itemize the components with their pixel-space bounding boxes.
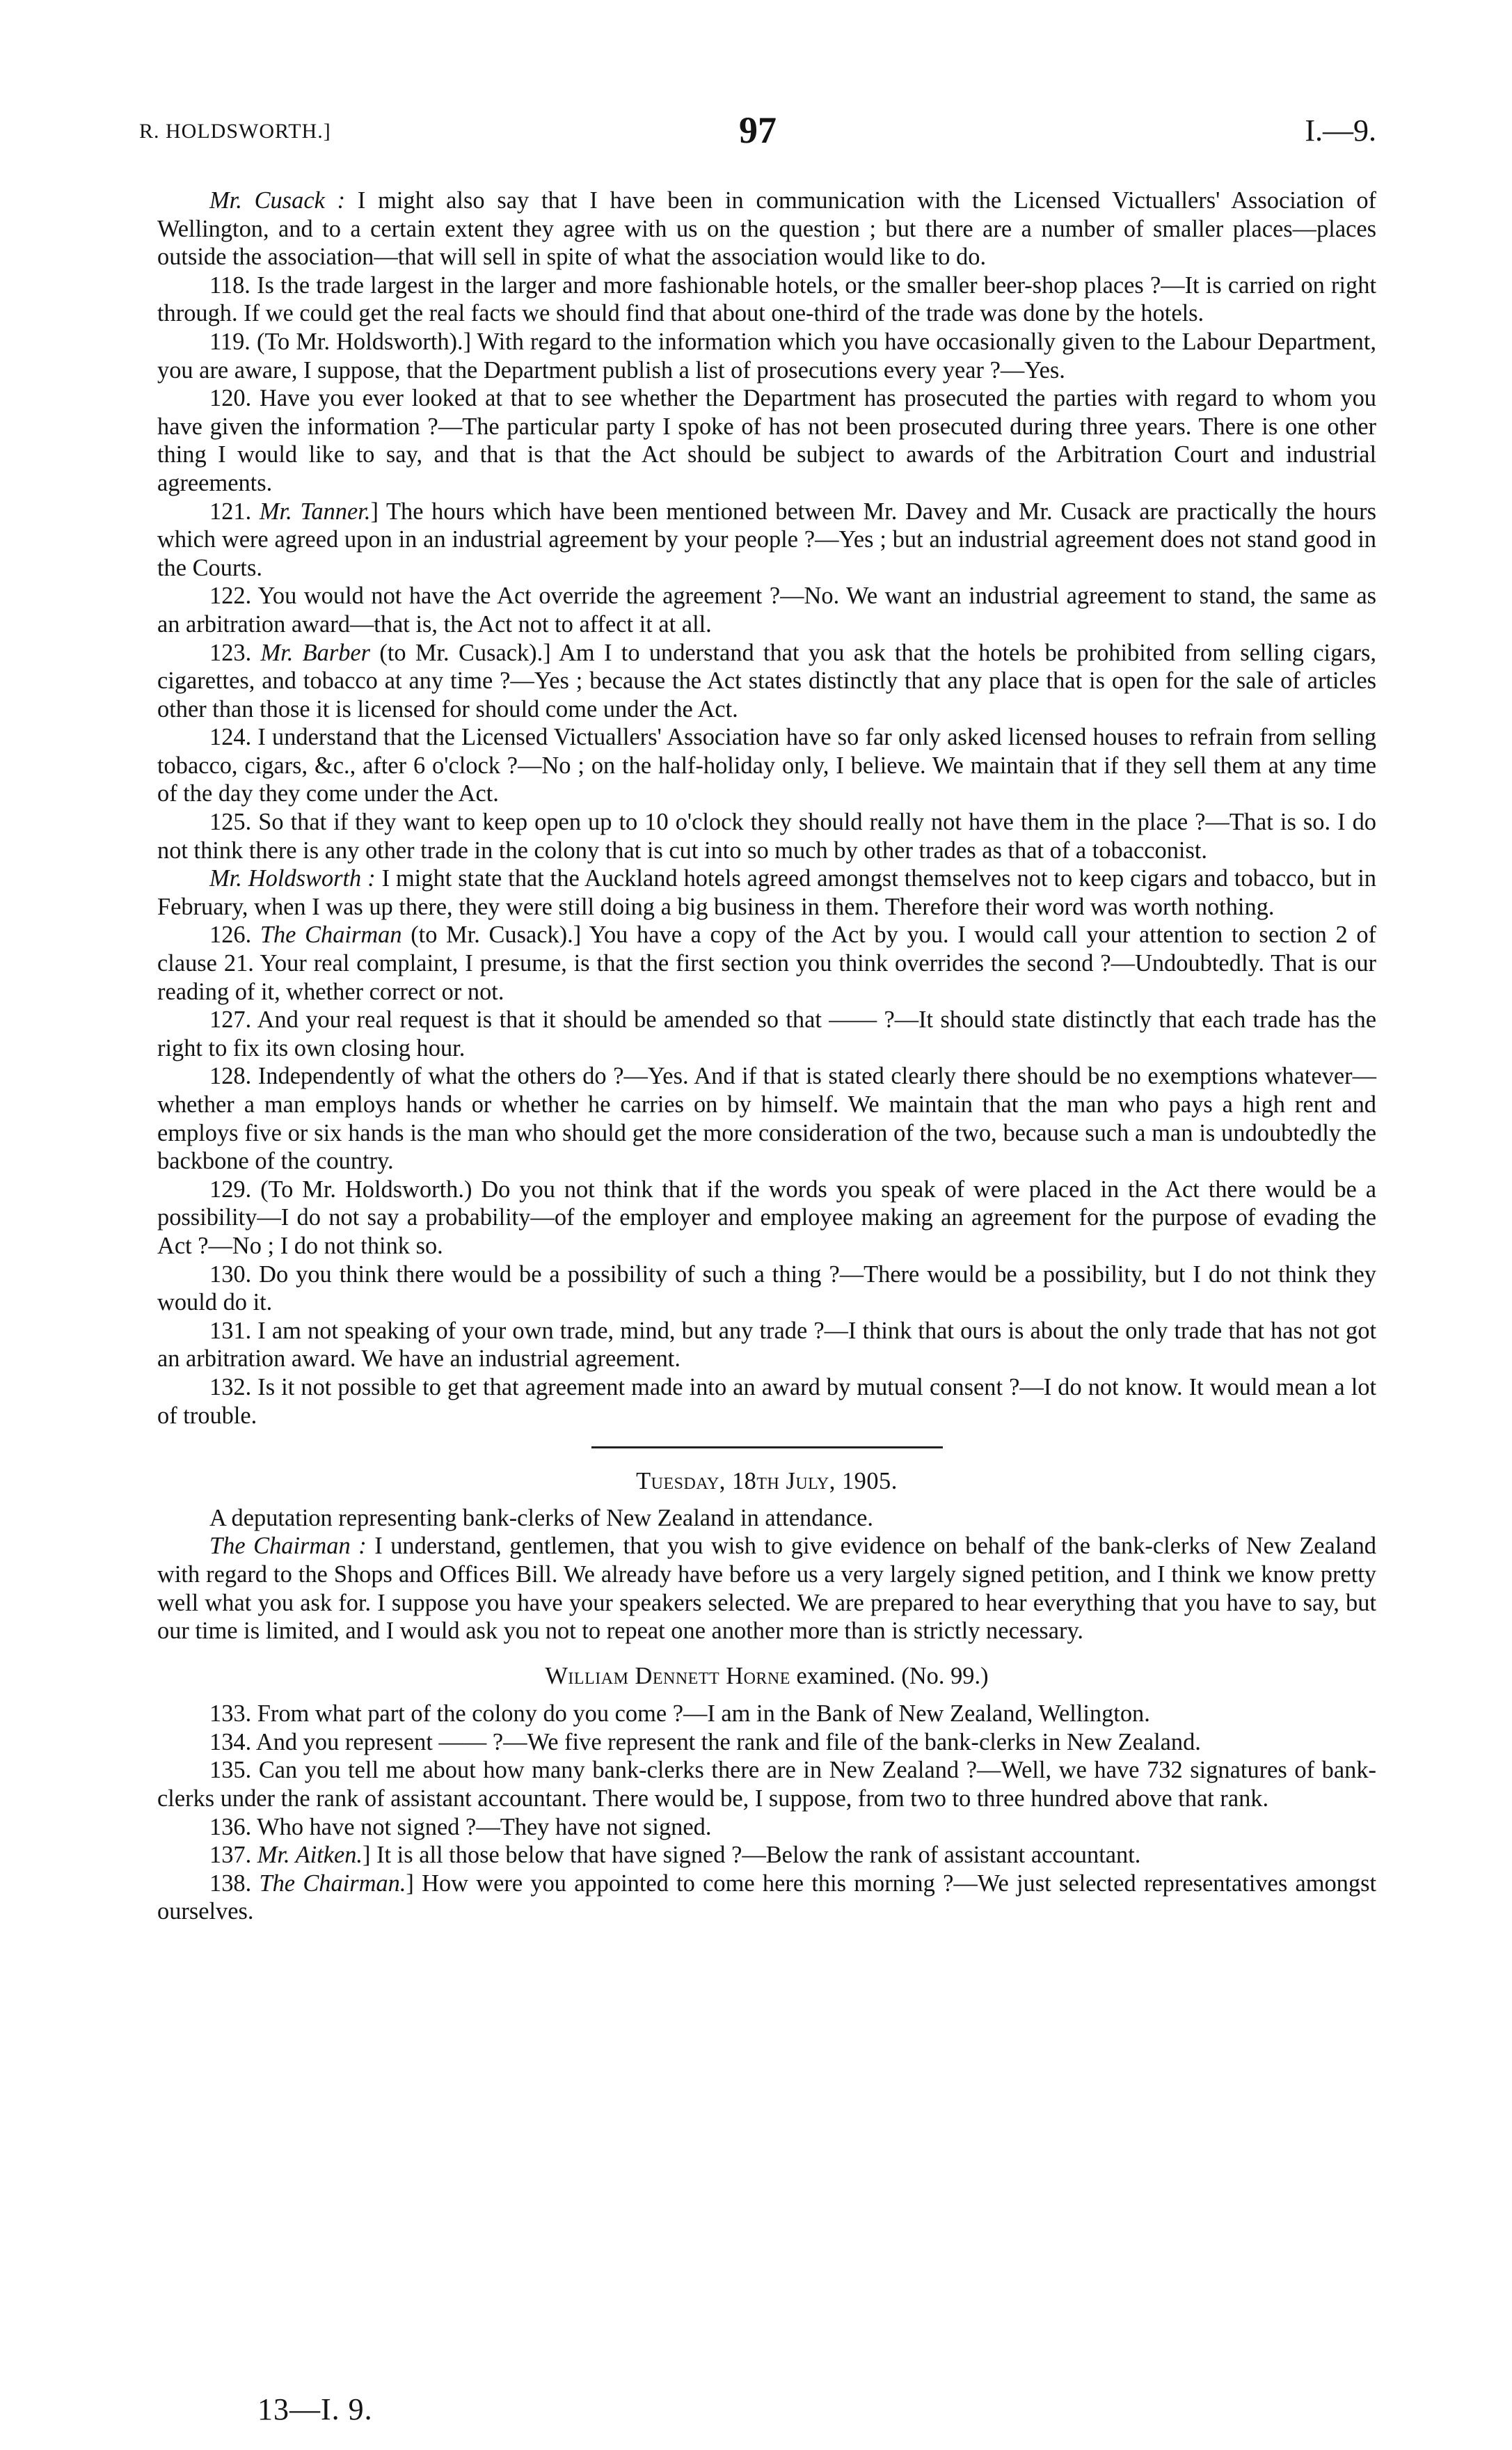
- paragraph-text: 127. And your real request is that it should be amended so that —— ?—It should state distinctly that each trade has the right to fix its own closing hour.: [157, 1006, 1376, 1061]
- question-number: 126.: [209, 922, 260, 949]
- paragraph: [157, 1373, 1376, 1430]
- witness-examined-note: examined. (No. 99.): [790, 1662, 989, 1689]
- paragraph-text: I understand, gentlemen, that you wish to give evidence on behalf of the bank-clerks of New Zealand with regard to the Shops and Offices Bill. We already have before us a very largely signed petition, and I think we know pretty well what you ask for. I suppose you have your speakers selected. We are prepared to hear everything that you have to say, but our time is limited, and I would ask you not to repeat one another more than is strictly necessary.: [157, 1533, 1376, 1645]
- section-date: Tuesday, 18th July, 1905.: [636, 1468, 898, 1495]
- paragraph-text: A deputation representing bank-clerks of New Zealand in attendance.: [209, 1504, 873, 1531]
- section-divider: [591, 1446, 943, 1448]
- testimony-block-1: [157, 187, 1376, 1430]
- paragraph: [157, 498, 1376, 583]
- paragraph: [157, 1728, 1376, 1757]
- paragraph: [157, 1260, 1376, 1317]
- speaker-name: Mr. Cusack :: [209, 187, 346, 214]
- paragraph-text: 119. (To Mr. Holdsworth).] With regard to the information which you have occasionally given to the Labour Department, you are aware, I suppose, that the Department publish a list of prosecutions every year ?—Yes.: [157, 328, 1376, 384]
- speaker-name: The Chairman :: [209, 1533, 367, 1560]
- signature-mark: 13—I. 9.: [257, 2392, 373, 2426]
- speaker-name: Mr. Holdsworth :: [209, 865, 376, 892]
- paragraph-text: 129. (To Mr. Holdsworth.) Do you not think that if the words you speak of were placed in the Act there would be a possibility—I do not say a probability—of the employer and employee making an agreement for the purpose of evading the Act ?—No ; I do not think so.: [157, 1176, 1376, 1259]
- paragraph: [157, 1317, 1376, 1373]
- page-header: [139, 106, 1376, 161]
- speaker-name: Mr. Tanner.: [259, 498, 371, 525]
- witness-name: William Dennett Horne: [545, 1662, 790, 1689]
- paragraph: [157, 582, 1376, 638]
- paragraph: [157, 1532, 1376, 1645]
- question-number: 138.: [209, 1870, 260, 1897]
- paragraph-text: (to Mr. Cusack).] Am I to understand that you ask that the hotels be prohibited from selling cigars, cigarettes, and tobacco at any time ?—Yes ; because the Act states distinctly that any place that is open for the sale of articles other than those it is licensed for should come under the Act.: [157, 639, 1376, 722]
- running-head-witness: R. HOLDSWORTH.]: [139, 120, 331, 143]
- paragraph-text: 118. Is the trade largest in the larger and more fashionable hotels, or the smaller beer-shop places ?—It is carried on right through. If we could get the real facts we should find that about one-third of the trade was done by the hotels.: [157, 271, 1376, 327]
- testimony-block-3: [157, 1700, 1376, 1926]
- paragraph: [157, 864, 1376, 921]
- paragraph-text: 125. So that if they want to keep open up to 10 o'clock they should really not have them in the place ?—That is so. I do not think there is any other trade in the colony that is cut into so much by other trades as that of a tobacconist.: [157, 809, 1376, 864]
- paragraph: [157, 1006, 1376, 1062]
- paragraph-text: (to Mr. Cusack).] You have a copy of the Act by you. I would call your attention to section 2 of clause 21. Your real complaint, I presume, is that the first section you think overrides the second ?—Undoubtedly. That is our reading of it, whether correct or not.: [157, 922, 1376, 1005]
- paragraph-text: I might also say that I have been in communication with the Licensed Victuallers' Association of Wellington, and to a certain extent they agree with us on the question ; but there are a number of smaller places—places outside the association—that will sell in spite of what the association would like to do.: [157, 187, 1376, 271]
- paragraph: [157, 808, 1376, 864]
- paragraph-text: 135. Can you tell me about how many bank-clerks there are in New Zealand ?—Well, we have 732 signatures of bank-clerks under the rank of assistant accountant. There would be, I suppose, from two to three hundred above that rank.: [157, 1757, 1376, 1812]
- paragraph-text: 124. I understand that the Licensed Victuallers' Association have so far only asked licensed houses to refrain from selling tobacco, cigars, &c., after 6 o'clock ?—No ; on the half-holiday only, I believe. We maintain that if they sell them at any time of the day they come under the Act.: [157, 724, 1376, 807]
- speaker-name: Mr. Barber: [260, 639, 371, 666]
- paragraph: [157, 1870, 1376, 1926]
- paragraph: [157, 1756, 1376, 1812]
- question-number: 137.: [209, 1842, 257, 1869]
- paragraph: [157, 1504, 1376, 1533]
- testimony-block-2: [157, 1504, 1376, 1645]
- page-body: [157, 187, 1376, 1926]
- page-number: 97: [739, 109, 777, 151]
- speaker-name: Mr. Aitken.: [257, 1842, 363, 1869]
- paragraph: [157, 1176, 1376, 1260]
- speaker-name: The Chairman.: [259, 1870, 406, 1897]
- paragraph: [157, 1700, 1376, 1728]
- paragraph-text: ] The hours which have been mentioned between Mr. Davey and Mr. Cusack are practically the hours which were agreed upon in an industrial agreement by your people ?—Yes ; but an industrial agreement does not stand good in the Courts.: [157, 498, 1376, 581]
- paragraph: [157, 921, 1376, 1006]
- paragraph-text: 130. Do you think there would be a possibility of such a thing ?—There would be a possibility, but I do not think they would do it.: [157, 1260, 1376, 1316]
- witness-heading: [157, 1662, 1376, 1691]
- paragraph-text: 133. From what part of the colony do you come ?—I am in the Bank of New Zealand, Wellington.: [209, 1700, 1150, 1728]
- paragraph-text: 132. Is it not possible to get that agreement made into an award by mutual consent ?—I do not know. It would mean a lot of trouble.: [157, 1373, 1376, 1429]
- speaker-name: The Chairman: [260, 922, 402, 949]
- paragraph-text: 136. Who have not signed ?—They have not signed.: [209, 1813, 712, 1840]
- paragraph: [157, 328, 1376, 384]
- paragraph: [157, 1062, 1376, 1175]
- paragraph-text: ] It is all those below that have signed ?—Below the rank of assistant accountant.: [363, 1842, 1141, 1869]
- paragraph: [157, 639, 1376, 724]
- paragraph: [157, 723, 1376, 808]
- paragraph-text: 122. You would not have the Act override the agreement ?—No. We want an industrial agreement to stand, the same as an arbitration award—that is, the Act not to affect it at all.: [157, 583, 1376, 638]
- paragraph-text: 131. I am not speaking of your own trade, mind, but any trade ?—I think that ours is about the only trade that has not got an arbitration award. We have an industrial agreement.: [157, 1317, 1376, 1373]
- paragraph-text: I might state that the Auckland hotels agreed amongst themselves not to keep cigars and tobacco, but in February, when I was up there, they were still doing a big business in them. Therefore their word was worth nothing.: [157, 865, 1376, 920]
- question-number: 121.: [209, 498, 260, 525]
- paragraph-text: 128. Independently of what the others do ?—Yes. And if that is stated clearly there should be no exemptions whatever—whether a man employs hands or whether he carries on by himself. We maintain that the man who pays a high rent and employs five or six hands is the man who should get the more consideration of the two, because such a man is undoubtedly the backbone of the country.: [157, 1063, 1376, 1175]
- paragraph-text: 120. Have you ever looked at that to see whether the Department has prosecuted the parties with regard to whom you have given the information ?—The particular party I spoke of has not been prosecuted during three years. There is one other thing I would like to say, and that is that the Act should be subject to awards of the Arbitration Court and industrial agreements.: [157, 385, 1376, 496]
- paragraph: [157, 384, 1376, 497]
- paragraph-text: 134. And you represent —— ?—We five represent the rank and file of the bank-clerks in New Zealand.: [209, 1728, 1201, 1755]
- question-number: 123.: [209, 639, 261, 666]
- paragraph: [157, 1841, 1376, 1870]
- paragraph: [157, 1813, 1376, 1842]
- paragraph: [157, 187, 1376, 271]
- paragraph: [157, 271, 1376, 328]
- paper-reference: I.—9.: [1305, 113, 1376, 148]
- paragraph-text: ] How were you appointed to come here this morning ?—We just selected representatives amongst ourselves.: [157, 1870, 1377, 1925]
